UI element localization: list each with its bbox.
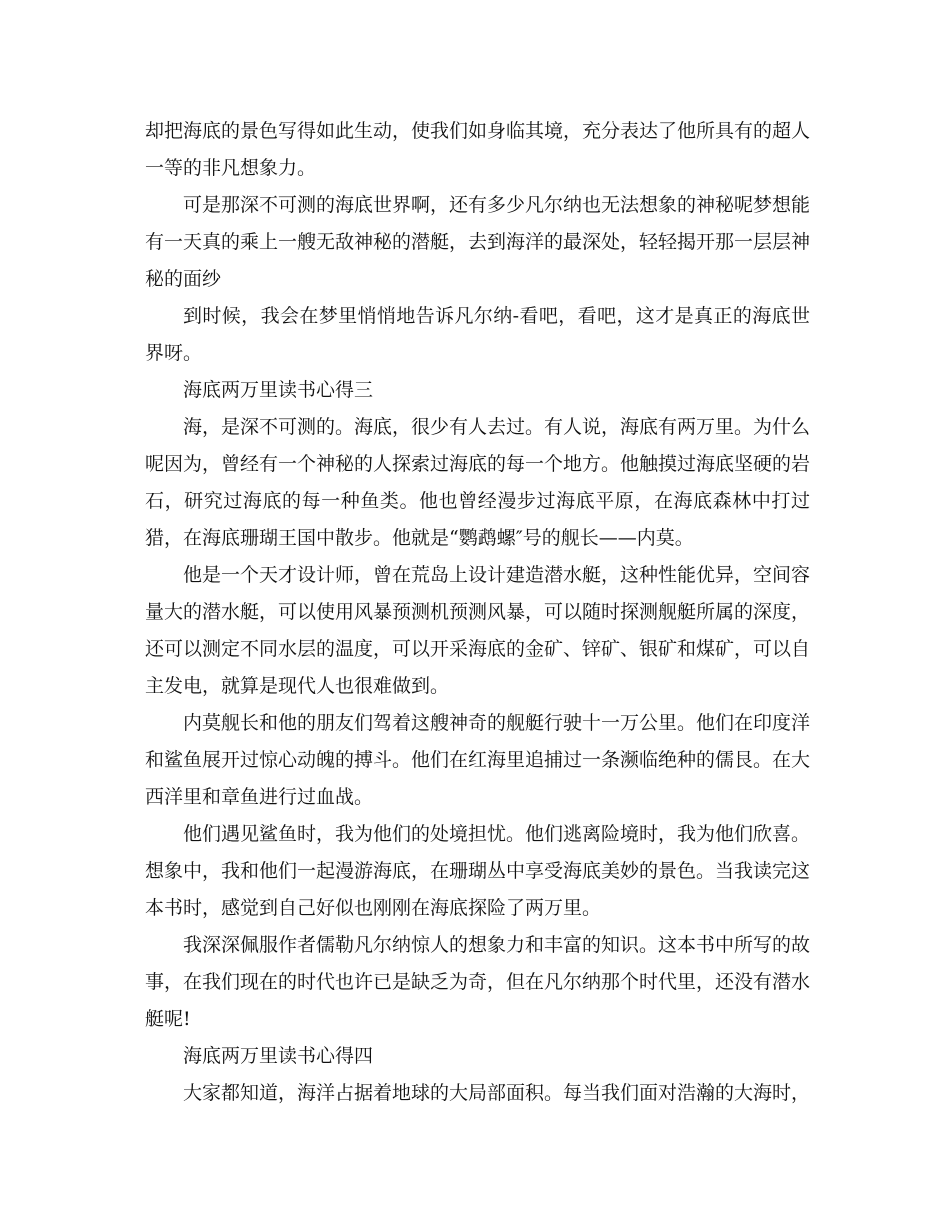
paragraph: 他们遇见鲨鱼时，我为他们的处境担忧。他们逃离险境时，我为他们欣喜。想象中，我和他们一起漫游海底，在珊瑚丛中享受海底美妙的景色。当我读完这本书时，感觉到自己好似也刚刚在海底探险了两万里。 [145,823,811,919]
section-heading: 海底两万里读书心得四 [183,1045,374,1067]
paragraph: 到时候，我会在梦里悄悄地告诉凡尔纳-看吧，看吧，这才是真正的海底世界呀。 [145,305,810,364]
paragraph: 可是那深不可测的海底世界啊，还有多少凡尔纳也无法想象的神秘呢梦想能有一天真的乘上一艘无敌神秘的潜艇，去到海洋的最深处，轻轻揭开那一层层神秘的面纱 [145,194,811,290]
document-body [145,113,810,1112]
paragraph: 大家都知道，海洋占据着地球的大局部面积。每当我们面对浩瀚的大海时， [183,1082,811,1104]
paragraph-continuation: 却把海底的景色写得如此生动，使我们如身临其境，充分表达了他所具有的超人一等的非凡想象力。 [145,120,811,179]
section-heading: 海底两万里读书心得三 [183,379,374,401]
paragraph: 他是一个天才设计师，曾在荒岛上设计建造潜水艇，这种性能优异，空间容量大的潜水艇，可以使用风暴预测机预测风暴，可以随时探测舰艇所属的深度，还可以测定不同水层的温度，可以开采海底的金矿、锌矿、银矿和煤矿，可以自主发电，就算是现代人也很难做到。 [145,564,811,697]
paragraph: 海，是深不可测的。海底，很少有人去过。有人说，海底有两万里。为什么呢因为，曾经有一个神秘的人探索过海底的每一个地方。他触摸过海底坚硬的岩石，研究过海底的每一种鱼类。他也曾经漫步过海底平原，在海底森林中打过猎，在海底珊瑚王国中散步。他就是“鹦鹉螺″号的舰长——内莫。 [145,416,811,549]
paragraph: 我深深佩服作者儒勒凡尔纳惊人的想象力和丰富的知识。这本书中所写的故事，在我们现在的时代也许已是缺乏为奇，但在凡尔纳那个时代里，还没有潜水艇呢! [145,934,811,1030]
paragraph: 内莫舰长和他的朋友们驾着这艘神奇的舰艇行驶十一万公里。他们在印度洋和鲨鱼展开过惊心动魄的搏斗。他们在红海里追捕过一条濒临绝种的儒艮。在大西洋里和章鱼进行过血战。 [145,712,811,808]
